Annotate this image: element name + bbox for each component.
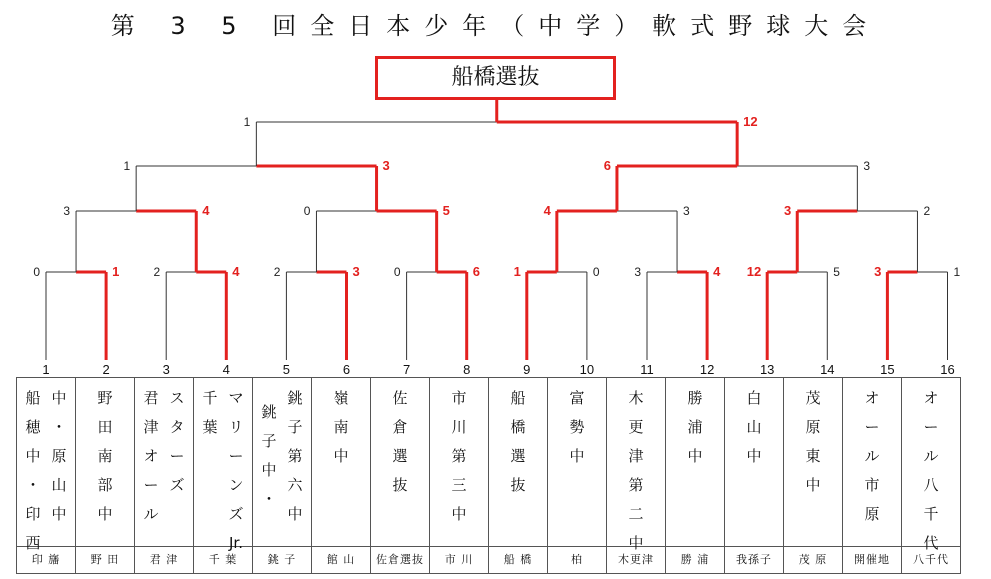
score-label: 4 bbox=[713, 264, 721, 279]
score-label: 3 bbox=[352, 264, 360, 279]
score-label: 3 bbox=[863, 159, 871, 173]
team-name-text: 船 橋 選 抜 bbox=[510, 389, 526, 494]
team-region: 野 田 bbox=[76, 547, 135, 574]
score-label: 1 bbox=[112, 264, 120, 279]
team-name-cell bbox=[607, 378, 666, 552]
team-table bbox=[16, 377, 961, 574]
team-region: 我孫子 bbox=[725, 547, 784, 574]
score-label: 6 bbox=[472, 264, 480, 279]
team-name-text: 市 川 第 三 中 bbox=[451, 389, 467, 523]
seed-number: 14 bbox=[820, 362, 835, 377]
team-region: 佐倉選抜 bbox=[371, 547, 430, 574]
team-name-cell bbox=[312, 378, 371, 547]
team-regions-row bbox=[17, 547, 961, 574]
team-name-text: 船 穂 中 ・ 印 西 bbox=[25, 389, 41, 552]
seed-number: 8 bbox=[463, 362, 471, 377]
champion-box bbox=[375, 56, 616, 100]
score-label: 3 bbox=[874, 264, 882, 279]
team-region: 銚 子 bbox=[253, 547, 312, 574]
team-region: 館 山 bbox=[312, 547, 371, 574]
team-name-cell bbox=[371, 378, 430, 547]
score-label: 12 bbox=[743, 114, 758, 129]
score-label: 0 bbox=[303, 204, 311, 218]
team-name-cell bbox=[253, 378, 312, 547]
team-name-cell bbox=[430, 378, 489, 547]
score-label: 3 bbox=[63, 204, 71, 218]
score-label: 0 bbox=[393, 265, 401, 279]
team-name-text: オ ー ル 八 千 代 bbox=[923, 389, 939, 552]
score-label: 0 bbox=[592, 265, 600, 279]
team-name-text: 君 津 オ ー ル bbox=[143, 389, 159, 523]
seed-number: 4 bbox=[222, 362, 230, 377]
team-region: 千 葉 bbox=[194, 547, 253, 574]
score-label: 3 bbox=[683, 204, 690, 218]
team-region: 八千代 bbox=[902, 547, 961, 574]
seed-number: 9 bbox=[523, 362, 531, 377]
team-name-text: 銚 子 中 ・ bbox=[261, 403, 277, 508]
team-name-cell bbox=[843, 378, 902, 547]
seed-number: 1 bbox=[42, 362, 50, 377]
team-region: 木更津 bbox=[607, 547, 666, 574]
team-region: 印 旛 bbox=[17, 547, 76, 574]
seed-number: 5 bbox=[282, 362, 291, 377]
seed-number: 2 bbox=[102, 362, 110, 377]
score-label: 2 bbox=[923, 204, 931, 218]
score-label: 4 bbox=[543, 203, 551, 218]
score-label: 3 bbox=[784, 203, 792, 218]
team-name-text: 嶺 南 中 bbox=[333, 389, 349, 465]
team-names-row bbox=[17, 378, 961, 547]
team-region: 柏 bbox=[548, 547, 607, 574]
team-name-text: 中 ・ 原 山 中 bbox=[51, 389, 67, 523]
score-label: 1 bbox=[953, 265, 961, 279]
team-name-text: 茂 原 東 中 bbox=[805, 389, 821, 494]
score-label: 4 bbox=[232, 264, 240, 279]
team-name-cell bbox=[76, 378, 135, 547]
team-name-text: 木 更 津 第 二 中 bbox=[628, 389, 644, 552]
score-label: 2 bbox=[273, 265, 281, 279]
score-label: 4 bbox=[202, 203, 210, 218]
team-name-cell bbox=[548, 378, 607, 547]
seed-number: 3 bbox=[162, 362, 170, 377]
team-name-text: ス タ ー ズ bbox=[169, 389, 185, 494]
team-region: 市 川 bbox=[430, 547, 489, 574]
team-name-cell bbox=[489, 378, 548, 547]
score-label: 1 bbox=[123, 159, 131, 173]
team-region: 開催地 bbox=[843, 547, 902, 574]
score-label: 3 bbox=[382, 158, 390, 173]
seed-number: 6 bbox=[342, 362, 351, 377]
team-name-text: 銚 子 第 六 中 bbox=[287, 389, 303, 523]
team-name-cell bbox=[135, 378, 194, 547]
team-name-text: 千 葉 bbox=[202, 389, 218, 436]
seed-number: 10 bbox=[579, 362, 595, 377]
score-label: 0 bbox=[33, 265, 40, 279]
team-name-text: 佐 倉 選 抜 bbox=[392, 389, 408, 494]
score-label: 2 bbox=[153, 265, 161, 279]
team-name-text: 白 山 中 bbox=[746, 389, 762, 465]
seed-number: 13 bbox=[759, 362, 775, 377]
team-region: 勝 浦 bbox=[666, 547, 725, 574]
team-region: 茂 原 bbox=[784, 547, 843, 574]
score-label: 5 bbox=[833, 265, 840, 279]
seed-number: 15 bbox=[880, 362, 895, 377]
seed-number: 16 bbox=[940, 362, 955, 377]
team-name-cell bbox=[194, 378, 253, 552]
team-name-text: 富 勢 中 bbox=[569, 389, 585, 465]
team-name-text: オ ー ル 市 原 bbox=[864, 389, 880, 523]
team-name-cell bbox=[17, 378, 76, 552]
team-name-text: 勝 浦 中 bbox=[687, 389, 703, 465]
seed-number: 7 bbox=[402, 362, 411, 377]
team-name-cell bbox=[725, 378, 784, 547]
team-region: 君 津 bbox=[135, 547, 194, 574]
seed-number: 11 bbox=[640, 362, 654, 377]
score-label: 6 bbox=[603, 158, 611, 173]
team-name-cell bbox=[784, 378, 843, 547]
score-label: 1 bbox=[243, 115, 251, 129]
seed-number: 12 bbox=[699, 362, 715, 377]
score-label: 5 bbox=[442, 203, 450, 218]
score-label: 12 bbox=[746, 264, 762, 279]
tournament-title: 第 3 5 回全日本少年（中学）軟式野球大会 bbox=[110, 12, 881, 40]
team-region: 船 橋 bbox=[489, 547, 548, 574]
team-name-text: 野 田 南 部 中 bbox=[97, 389, 113, 523]
score-label: 3 bbox=[634, 265, 641, 279]
team-name-cell bbox=[666, 378, 725, 547]
team-name-cell bbox=[902, 378, 961, 552]
score-label: 1 bbox=[513, 264, 521, 279]
team-name-text: マ リ ー ン ズ Jr. bbox=[228, 389, 244, 552]
champion-name: 船橋選抜 bbox=[451, 65, 540, 90]
